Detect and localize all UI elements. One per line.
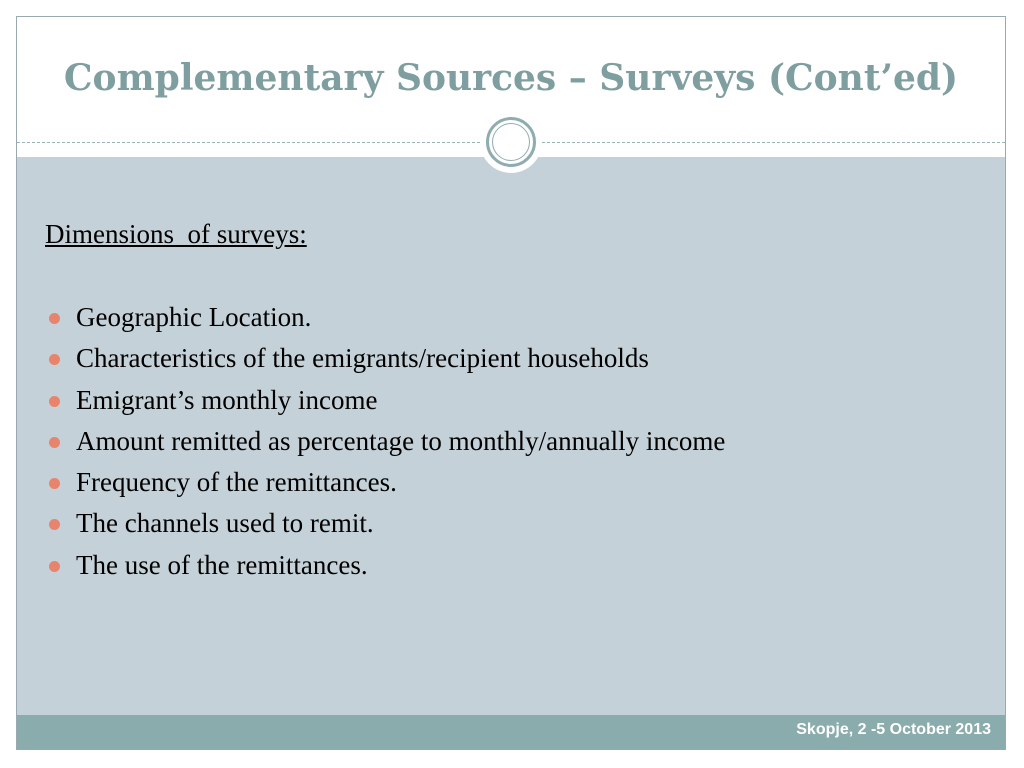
slide-title: Complementary Sources – Surveys (Cont’ed) [63,57,959,99]
slide [16,16,1006,750]
section-heading: Dimensions of surveys: [45,219,307,249]
list-item-text: The use of the remittances. [76,549,368,580]
list-item [45,382,725,423]
bullet-icon [49,437,60,448]
list-item [45,464,725,505]
bullet-icon [49,313,60,324]
list-item-text: Amount remitted as percentage to monthly/annually income [76,425,726,456]
ornament-inner-ring [492,123,530,161]
list-item-text: The channels used to remit. [76,508,374,539]
footer-bar [17,715,1005,749]
list-item [45,505,725,546]
list-item-text: Characteristics of the emigrants/recipient households [76,343,649,374]
bullet-icon [49,354,60,365]
list-item [45,547,725,588]
bullet-list [45,299,725,588]
circle-ornament-icon [480,111,542,173]
list-item-text: Frequency of the remittances. [76,467,397,498]
list-item-text: Emigrant’s monthly income [76,384,378,415]
bullet-icon [49,396,60,407]
bullet-icon [49,478,60,489]
footer-text: Skopje, 2 -5 October 2013 [796,721,991,738]
list-item-text: Geographic Location. [76,302,312,332]
list-item [45,340,725,381]
bullet-icon [49,561,60,572]
list-item [45,299,725,340]
ornament-ring [486,117,536,167]
list-item [45,423,725,464]
bullet-icon [49,519,60,530]
